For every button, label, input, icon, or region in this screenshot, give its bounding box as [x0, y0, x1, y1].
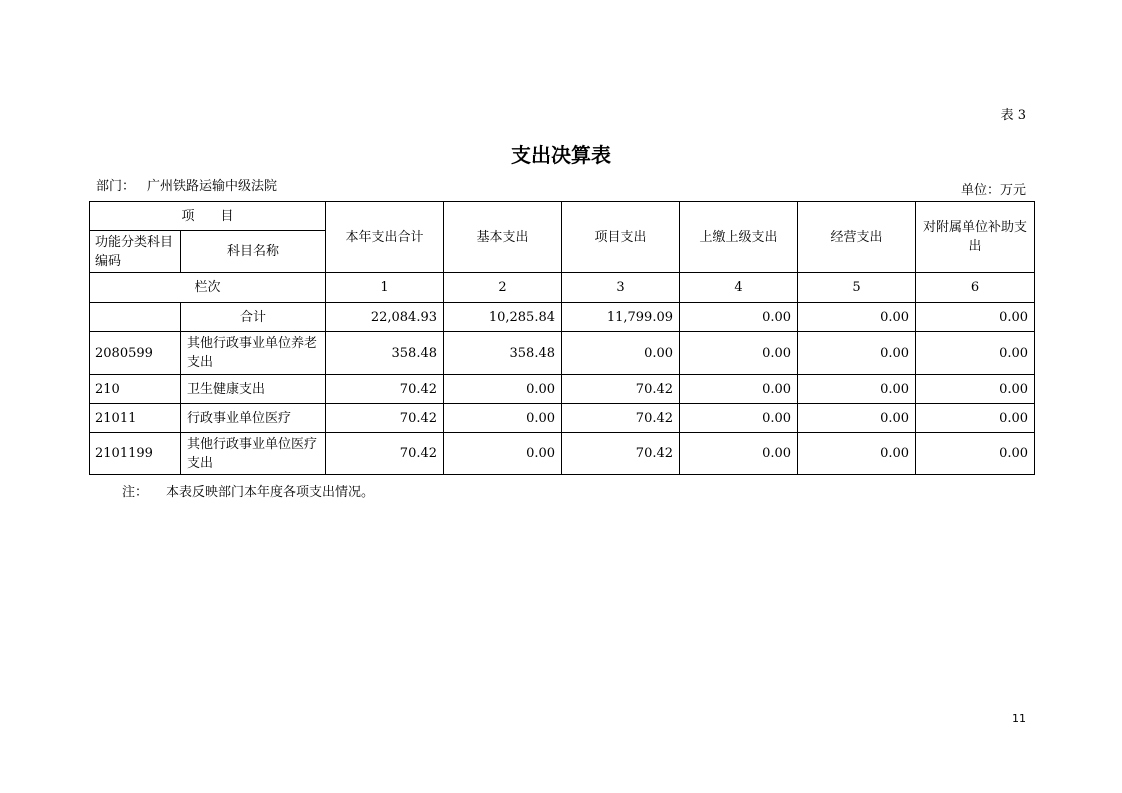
row-name: 其他行政事业单位医疗支出 [181, 433, 326, 475]
department-line [96, 175, 277, 194]
row-value: 70.42 [326, 404, 444, 433]
header-col-2: 基本支出 [444, 202, 562, 273]
header-col-6: 对附属单位补助支出 [916, 202, 1035, 273]
table-row [90, 375, 1035, 404]
row-value: 358.48 [326, 332, 444, 375]
row-value: 0.00 [798, 332, 916, 375]
total-label: 合计 [181, 303, 326, 332]
total-value: 10,285.84 [444, 303, 562, 332]
row-value: 70.42 [562, 433, 680, 475]
row-value: 0.00 [444, 404, 562, 433]
expenditure-table [89, 201, 1035, 475]
total-value: 22,084.93 [326, 303, 444, 332]
row-value: 0.00 [798, 404, 916, 433]
index-num: 3 [562, 273, 680, 303]
row-name: 行政事业单位医疗 [181, 404, 326, 433]
row-value: 0.00 [916, 375, 1035, 404]
header-col-3: 项目支出 [562, 202, 680, 273]
unit-label: 单位：万元 [960, 183, 1026, 198]
row-value: 0.00 [680, 375, 798, 404]
row-value: 0.00 [916, 332, 1035, 375]
department-label: 部门： [96, 179, 136, 194]
row-value: 0.00 [798, 433, 916, 475]
table-row [90, 332, 1035, 375]
table-number-label: 表 3 [1000, 108, 1026, 123]
total-value: 0.00 [680, 303, 798, 332]
table-row [90, 433, 1035, 475]
department-name: 广州铁路运输中级法院 [147, 179, 278, 194]
row-code: 2080599 [90, 332, 181, 375]
index-num: 5 [798, 273, 916, 303]
header-function-code: 功能分类科目编码 [90, 231, 181, 273]
index-num: 4 [680, 273, 798, 303]
note-text: 本表反映部门本年度各项支出情况。 [166, 485, 375, 500]
row-value: 70.42 [562, 404, 680, 433]
header-row-1 [90, 202, 1035, 231]
row-value: 0.00 [562, 332, 680, 375]
index-label: 栏次 [90, 273, 326, 303]
header-col-5: 经营支出 [798, 202, 916, 273]
index-num: 1 [326, 273, 444, 303]
row-value: 0.00 [798, 375, 916, 404]
row-value: 0.00 [680, 433, 798, 475]
table-row [90, 404, 1035, 433]
row-value: 0.00 [916, 404, 1035, 433]
total-value: 0.00 [916, 303, 1035, 332]
row-code: 2101199 [90, 433, 181, 475]
row-value: 0.00 [916, 433, 1035, 475]
row-value: 0.00 [680, 332, 798, 375]
header-col-4: 上缴上级支出 [680, 202, 798, 273]
total-value: 11,799.09 [562, 303, 680, 332]
total-row [90, 303, 1035, 332]
row-value: 358.48 [444, 332, 562, 375]
page-number: 11 [1012, 712, 1026, 725]
header-col-1: 本年支出合计 [326, 202, 444, 273]
row-value: 70.42 [562, 375, 680, 404]
row-code: 210 [90, 375, 181, 404]
total-value: 0.00 [798, 303, 916, 332]
row-value: 70.42 [326, 433, 444, 475]
row-value: 0.00 [444, 433, 562, 475]
row-code: 21011 [90, 404, 181, 433]
total-code-cell [90, 303, 181, 332]
index-num: 2 [444, 273, 562, 303]
row-value: 70.42 [326, 375, 444, 404]
row-value: 0.00 [680, 404, 798, 433]
row-name: 卫生健康支出 [181, 375, 326, 404]
row-value: 0.00 [444, 375, 562, 404]
index-num: 6 [916, 273, 1035, 303]
header-project: 项 目 [90, 202, 326, 231]
table-note [122, 481, 374, 500]
column-index-row [90, 273, 1035, 303]
row-name: 其他行政事业单位养老支出 [181, 332, 326, 375]
page-title: 支出决算表 [511, 143, 611, 167]
note-label: 注： [122, 485, 149, 500]
header-subject-name: 科目名称 [181, 231, 326, 273]
